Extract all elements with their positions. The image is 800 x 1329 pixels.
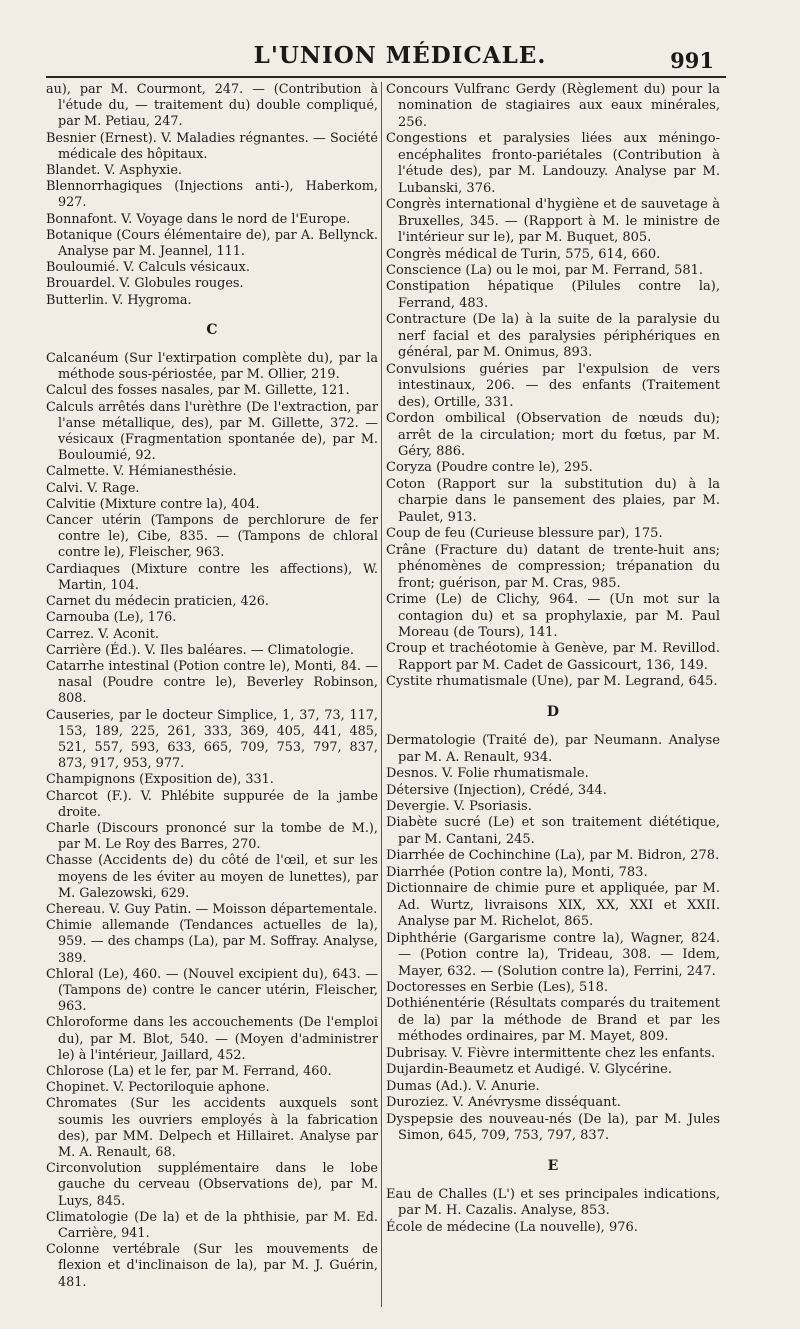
index-entry: Charle (Discours prononcé sur la tombe de M.), par M. Le Roy des Barres, 270. <box>46 820 378 853</box>
column-divider <box>381 82 382 1307</box>
index-entry: Circonvolution supplémentaire dans le lobe gauche du cerveau (Observations de), par M. Luys, 845. <box>46 1161 378 1209</box>
index-entry: Diarrhée (Potion contre la), Monti, 783. <box>386 864 648 880</box>
index-entry: Duroziez. V. Anévrysme disséquant. <box>386 1095 621 1111</box>
index-entry: au), par M. Courmont, 247. — (Contribution à l'étude du, — traitement du) double compliqué, par M. Petiau, 247. <box>46 82 378 130</box>
index-entry: Chopinet. V. Pectoriloquie aphone. <box>46 1080 270 1096</box>
index-entry: Calculs arrêtés dans l'urèthre (De l'extraction, par l'anse métallique, des), par M. Gillette, 372. — vésicaux (Fragmentation spontanée de), par M. Bouloumié, 92. <box>46 399 378 464</box>
index-entry: Carnouba (Le), 176. <box>46 610 177 626</box>
index-entry: Calmette. V. Hémianesthésie. <box>46 464 237 480</box>
section-letter: D <box>546 703 560 720</box>
page-number: 991 <box>670 48 714 73</box>
index-entry: Carrez. V. Aconit. <box>46 626 159 642</box>
right-column <box>386 82 720 1236</box>
index-entry: Chloroforme dans les accouchements (De l'emploi du), par M. Blot, 540. — (Moyen d'administrer le) à l'intérieur, Jaillard, 452. <box>46 1015 378 1063</box>
index-entry: Calcul des fosses nasales, par M. Gillette, 121. <box>46 383 350 399</box>
index-entry: École de médecine (La nouvelle), 976. <box>386 1219 638 1235</box>
index-entry: Chromates (Sur les accidents auxquels sont soumis les ouvriers employés à la fabrication des), par MM. Delpech et Hillairet. Analyse par M. A. Renault, 68. <box>46 1096 378 1160</box>
index-entry: Carrière (Éd.). V. Iles baléares. — Climatologie. <box>46 642 354 658</box>
index-entry: Coryza (Poudre contre le), 295. <box>386 460 593 476</box>
section-letter: E <box>547 1157 559 1174</box>
index-entry: Détersive (Injection), Crédé, 344. <box>386 782 607 798</box>
index-entry: Calcanéum (Sur l'extirpation complète du), par la méthode sous-périostée, par M. Ollier, 219. <box>46 351 378 383</box>
index-entry: Coton (Rapport sur la substitution du) à la charpie dans le pansement des plaies, par M. Paulet, 913. <box>386 476 720 525</box>
index-entry: Blandet. V. Asphyxie. <box>46 163 182 179</box>
index-entry: Contracture (De la) à la suite de la paralysie du nerf facial et des paralysies périphériques en général, par M. Onimus, 893. <box>386 312 720 361</box>
index-entry: Colonne vertébrale (Sur les mouvements de flexion et d'inclinaison de la), par M. J. Guérin, 481. <box>46 1242 378 1290</box>
page-title: L'UNION MÉDICALE. <box>253 42 547 69</box>
index-entry: Congrès international d'hygiène et de sauvetage à Bruxelles, 345. — (Rapport à M. le ministre de l'intérieur sur le), par M. Buquet, 805. <box>386 197 720 246</box>
index-entry: Calvitie (Mixture contre la), 404. <box>46 496 260 512</box>
index-entry: Congestions et paralysies liées aux méningo-encéphalites fronto-pariétales (Contribution à l'étude des), par M. Landouzy. Analyse par M. Lubanski, 376. <box>386 131 720 196</box>
index-entry: Doctoresses en Serbie (Les), 518. <box>386 980 608 996</box>
index-entry: Dujardin-Beaumetz et Audigé. V. Glycérine. <box>386 1062 673 1078</box>
header-rule <box>46 76 726 78</box>
index-entry: Cardiaques (Mixture contre les affections), W. Martin, 104. <box>46 561 378 593</box>
index-entry: Chloral (Le), 460. — (Nouvel excipient du), 643. — (Tampons de) contre le cancer utérin, Fleischer, 963. <box>46 966 378 1015</box>
index-entry: Eau de Challes (L') et ses principales indications, par M. H. Cazalis. Analyse, 853. <box>386 1187 720 1219</box>
index-entry: Brouardel. V. Globules rouges. <box>46 276 244 292</box>
index-entry: Dubrisay. V. Fièvre intermittente chez les enfants. <box>386 1045 716 1061</box>
index-entry: Carnet du médecin praticien, 426. <box>46 594 269 610</box>
index-entry: Dumas (Ad.). V. Anurie. <box>386 1078 540 1094</box>
index-entry: Bouloumié. V. Calculs vésicaux. <box>46 260 250 276</box>
section-letter: C <box>206 321 218 338</box>
index-entry: Dyspepsie des nouveau-nés (De la), par M. Jules Simon, 645, 709, 753, 797, 837. <box>386 1111 720 1144</box>
index-entry: Botanique (Cours élémentaire de), par A. Bellynck. Analyse par M. Jeannel, 111. <box>46 227 378 260</box>
index-entry: Croup et trachéotomie à Genève, par M. Revillod. Rapport par M. Cadet de Gassicourt, 136, 149. <box>386 641 720 673</box>
index-entry: Besnier (Ernest). V. Maladies régnantes. — Société médicale des hôpitaux. <box>46 130 378 162</box>
index-entry: Conscience (La) ou le moi, par M. Ferrand, 581. <box>386 262 704 278</box>
index-entry: Champignons (Exposition de), 331. <box>46 772 274 788</box>
index-entry: Cancer utérin (Tampons de perchlorure de fer contre le), Cibe, 835. — (Tampons de chloral contre le), Fleischer, 963. <box>46 513 378 561</box>
index-entry: Dothiénentérie (Résultats comparés du traitement de la) par la méthode de Brand et par les méthodes ordinaires, par M. Mayet, 809. <box>386 996 720 1045</box>
index-entry: Chimie allemande (Tendances actuelles de la), 959. — des champs (La), par M. Soffray. Analyse, 389. <box>46 918 378 966</box>
index-entry: Catarrhe intestinal (Potion contre le), Monti, 84. — nasal (Poudre contre le), Beverley Robinson, 808. <box>46 658 378 707</box>
index-entry: Congrès médical de Turin, 575, 614, 660. <box>386 246 661 262</box>
left-column <box>46 82 378 1291</box>
index-entry: Cystite rhumatismale (Une), par M. Legrand, 645. <box>386 674 718 690</box>
index-entry: Chlorose (La) et le fer, par M. Ferrand, 460. <box>46 1063 332 1079</box>
index-entry: Chasse (Accidents de) du côté de l'œil, et sur les moyens de les éviter au moyen de lunettes), par M. Galezowski, 629. <box>46 853 378 901</box>
index-entry: Dermatologie (Traité de), par Neumann. Analyse par M. A. Renault, 934. <box>386 733 720 765</box>
index-entry: Convulsions guéries par l'expulsion de vers intestinaux, 206. — des enfants (Traitement des), Ortille, 331. <box>386 361 720 410</box>
index-entry: Causeries, par le docteur Simplice, 1, 37, 73, 117, 153, 189, 225, 261, 333, 369, 405, 441, 485, 521, 557, 593, 633, 665, 709, 753, 797, 837, 873, 917, 953, 977. <box>46 707 378 772</box>
index-entry: Calvi. V. Rage. <box>46 480 140 496</box>
index-entry: Butterlin. V. Hygroma. <box>46 292 192 308</box>
index-entry: Diarrhée de Cochinchine (La), par M. Bidron, 278. <box>386 848 720 864</box>
index-entry: Bonnafont. V. Voyage dans le nord de l'Europe. <box>46 211 351 227</box>
index-entry: Diabète sucré (Le) et son traitement diététique, par M. Cantani, 245. <box>386 815 720 847</box>
index-entry: Climatologie (De la) et de la phthisie, par M. Ed. Carrière, 941. <box>46 1209 378 1242</box>
index-entry: Desnos. V. Folie rhumatismale. <box>386 766 589 782</box>
index-entry: Cordon ombilical (Observation de nœuds du); arrêt de la circulation; mort du fœtus, par M. Géry, 886. <box>386 411 720 459</box>
index-entry: Dictionnaire de chimie pure et appliquée, par M. Ad. Wurtz, livraisons XIX, XX, XXI et XXII. Analyse par M. Richelot, 865. <box>386 881 720 930</box>
index-entry: Crime (Le) de Clichy, 964. — (Un mot sur la contagion du) et sa prophylaxie, par M. Paul Moreau (de Tours), 141. <box>386 592 720 640</box>
index-entry: Constipation hépatique (Pilules contre la), Ferrand, 483. <box>386 279 720 311</box>
index-entry: Devergie. V. Psoriasis. <box>386 799 532 815</box>
page-header <box>0 38 800 78</box>
index-entry: Blennorrhagiques (Injections anti-), Haberkom, 927. <box>46 179 378 211</box>
index-entry: Diphthérie (Gargarisme contre la), Wagner, 824. — (Potion contre la), Trideau, 308. — Idem, Mayer, 632. — (Solution contre la), Ferrini, 247. <box>386 930 720 979</box>
index-entry: Concours Vulfranc Gerdy (Règlement du) pour la nomination de stagiaires aux eaux minérales, 256. <box>386 82 720 130</box>
index-entry: Coup de feu (Curieuse blessure par), 175. <box>386 526 663 542</box>
index-entry: Chereau. V. Guy Patin. — Moisson départementale. <box>46 901 378 917</box>
index-entry: Charcot (F.). V. Phlébite suppurée de la jambe droite. <box>46 788 378 820</box>
index-entry: Crâne (Fracture du) datant de trente-huit ans; phénomènes de compression; trépanation du front; guérison, par M. Cras, 985. <box>386 542 720 591</box>
